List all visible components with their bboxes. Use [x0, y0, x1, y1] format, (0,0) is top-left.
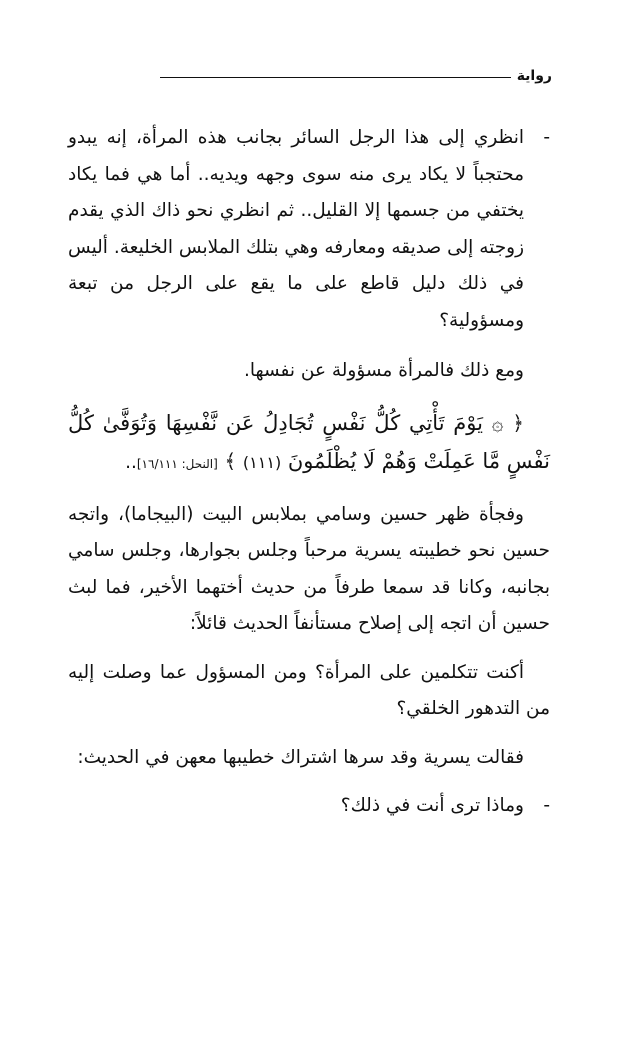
header-title: رواية: [516, 68, 552, 84]
paragraph-4: [68, 655, 550, 728]
paragraph-text: فقالت يسرية وقد سرها اشتراك خطيبها معهن في الحديث:: [77, 746, 524, 768]
rub-el-hizb-icon: ۞: [491, 410, 504, 435]
paragraph-3: [68, 497, 550, 643]
verse-open-bracket: ﴿: [512, 410, 524, 435]
quran-verse: [68, 404, 550, 483]
verse-close-bracket: ﴾: [224, 448, 237, 473]
paragraph-dialogue-1: [68, 120, 550, 339]
header-rule: [160, 77, 511, 78]
paragraph-text: ومع ذلك فالمرأة مسؤولة عن نفسها.: [243, 360, 524, 381]
dialogue-dash: -: [543, 795, 550, 816]
paragraph-dialogue-2: [68, 788, 550, 825]
dialogue-dash: -: [543, 127, 550, 148]
ayah-number: (١١١): [242, 452, 282, 472]
verse-text: يَوْمَ تَأْتِي كُلُّ نَفْسٍ تُجَادِلُ عَن نَّفْسِهَا وَتُوَفَّىٰ كُلُّ نَفْسٍ مَّا عَمِلَتْ وَهُمْ لَا يُظْلَمُونَ: [68, 410, 550, 473]
paragraph-text: أكنت تتكلمين على المرأة؟ ومن المسؤول عما وصلت إليه من التدهور الخلقي؟: [68, 661, 550, 719]
paragraph-text: وفجأة ظهر حسين وسامي بملابس البيت (البيجاما)، واتجه حسين نحو خطيبته يسرية مرحباً وجلس بجوارها، وجلس سامي بجانبه، وكانا قد سمعا طرفاً من حديث أختهما الأخير، فما لبث حسين أن اتجه إلى إصلاح مستأنفاً الحديث قائلاً:: [68, 503, 550, 634]
page-body: [68, 120, 550, 825]
paragraph-5: [68, 740, 550, 777]
paragraph-text: وماذا ترى أنت في ذلك؟: [340, 795, 524, 816]
verse-citation: [النحل: ١٦/١١١]: [136, 456, 218, 471]
paragraph-text: انظري إلى هذا الرجل السائر بجانب هذه المرأة، إنه يبدو محتجباً لا يكاد يرى منه سوى وجهه ويديه.. أما هي فما يكاد يختفي من جسمها إلا القليل.. ثم انظري نحو ذاك الذي يقدم زوجته إلى صديقه ومعارفه وهي بتلك الملابس الخليعة. أليس في ذلك دليل قاطع على ما يقع على الرجل من تبعة ومسؤولية؟: [68, 127, 524, 331]
running-header: [160, 64, 552, 88]
paragraph-2: [68, 353, 550, 390]
verse-trailing-dots: ..: [125, 451, 137, 473]
